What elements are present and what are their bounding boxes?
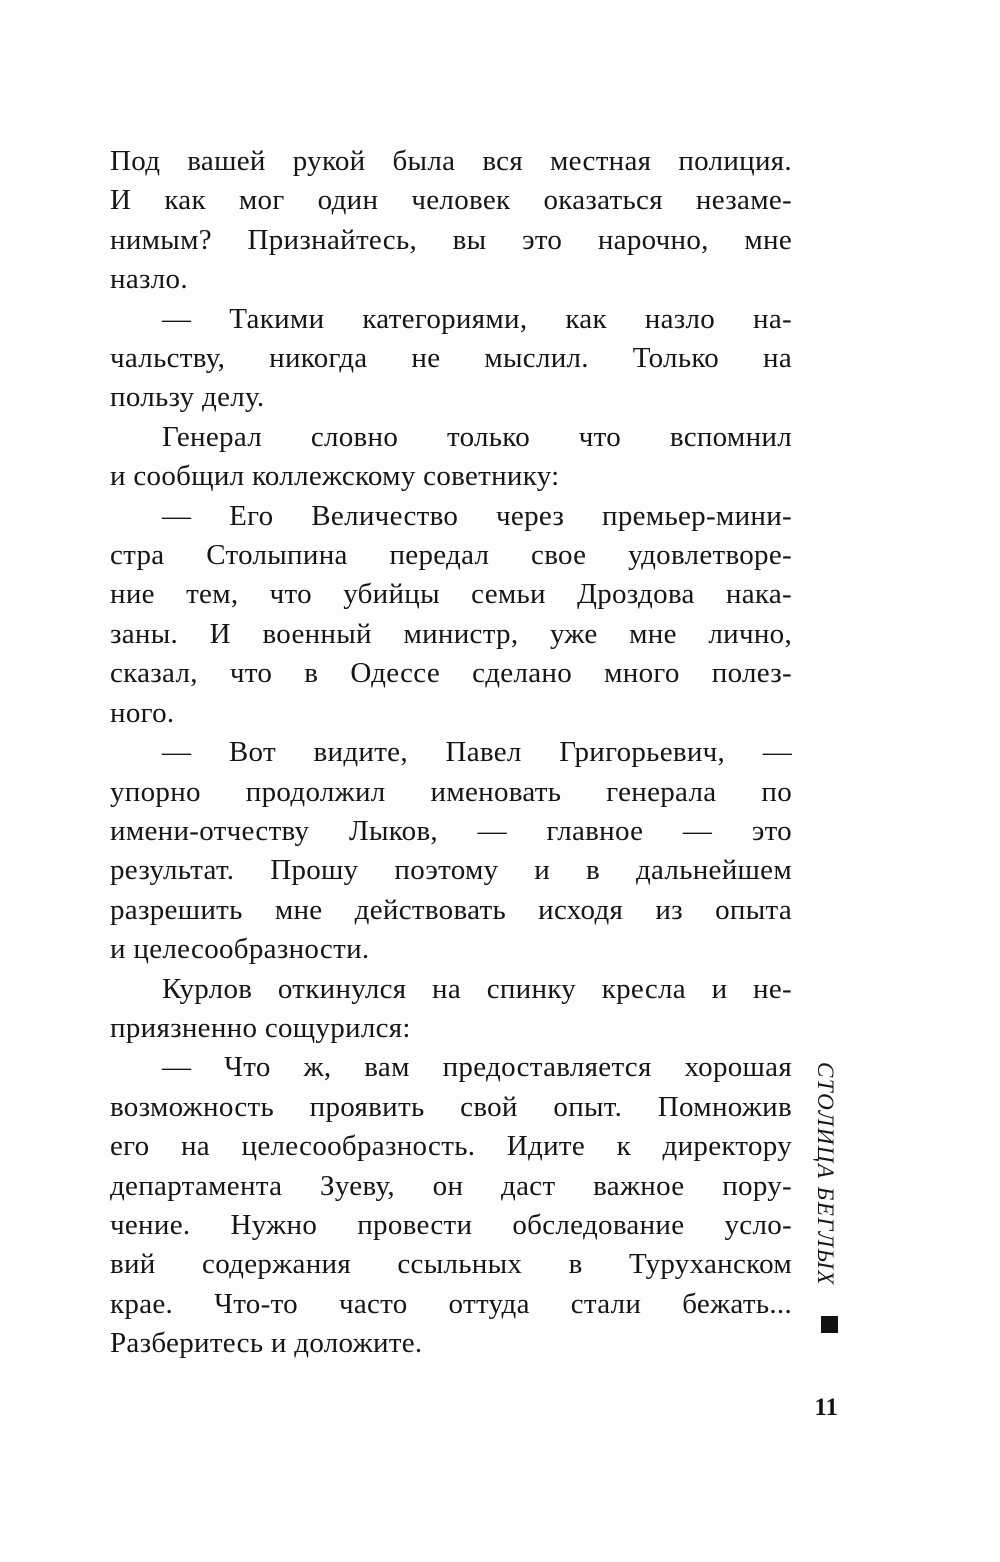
text-line: пользу делу.	[110, 381, 265, 414]
text-line: сказал, что в Одессе сделано много полез-	[110, 657, 792, 690]
section-marker-square	[821, 1316, 838, 1333]
text-line: результат. Прошу поэтому и в дальнейшем	[110, 854, 792, 887]
text-line: крае. Что-то часто оттуда стали бежать...	[110, 1287, 792, 1320]
text-line: упорно продолжил именовать генерала по	[110, 775, 792, 808]
text-line: — Такими категориями, как назло на-	[162, 302, 792, 335]
text-line: Генерал словно только что вспомнил	[162, 420, 792, 453]
text-line: приязненно сощурился:	[110, 1011, 411, 1044]
text-line: имени-отчеству Лыков, — главное — это	[110, 814, 792, 847]
text-line: И как мог один человек оказаться незаме-	[110, 184, 792, 217]
text-line: департамента Зуеву, он даст важное пору-	[110, 1169, 792, 1202]
page-text	[110, 142, 792, 1364]
text-line: заны. И военный министр, уже мне лично,	[110, 617, 792, 650]
text-line: стра Столыпина передал свое удовлетворе-	[110, 539, 792, 572]
text-line: назло.	[110, 263, 188, 296]
text-line: Разберитесь и доложите.	[110, 1327, 423, 1360]
text-line: и целесообразности.	[110, 933, 370, 966]
text-line: возможность проявить свой опыт. Помножив	[110, 1090, 792, 1123]
text-line: ние тем, что убийцы семьи Дроздова нака-	[110, 578, 792, 611]
margin-title: СТОЛИЦА БЕГЛЫХ	[813, 1062, 838, 1286]
text-line: и сообщил коллежскому советнику:	[110, 460, 560, 493]
text-line: — Его Величество через премьер-мини-	[162, 499, 792, 532]
text-line: чение. Нужно провести обследование усло-	[110, 1208, 792, 1241]
text-line: Под вашей рукой была вся местная полиция.	[110, 145, 792, 177]
text-line: чальству, никогда не мыслил. Только на	[110, 342, 792, 375]
text-line: вий содержания ссыльных в Туруханском	[110, 1248, 792, 1281]
text-line: разрешить мне действовать исходя из опыта	[110, 893, 792, 926]
text-line: Курлов откинулся на спинку кресла и не-	[162, 972, 792, 1005]
text-line: нимым? Признайтесь, вы это нарочно, мне	[110, 223, 792, 256]
text-line: — Что ж, вам предоставляется хорошая	[162, 1051, 792, 1084]
page-number: 11	[814, 1394, 838, 1421]
text-line: — Вот видите, Павел Григорьевич, —	[162, 736, 792, 769]
text-line: его на целесообразность. Идите к директору	[110, 1130, 792, 1163]
text-line: ного.	[110, 696, 175, 729]
